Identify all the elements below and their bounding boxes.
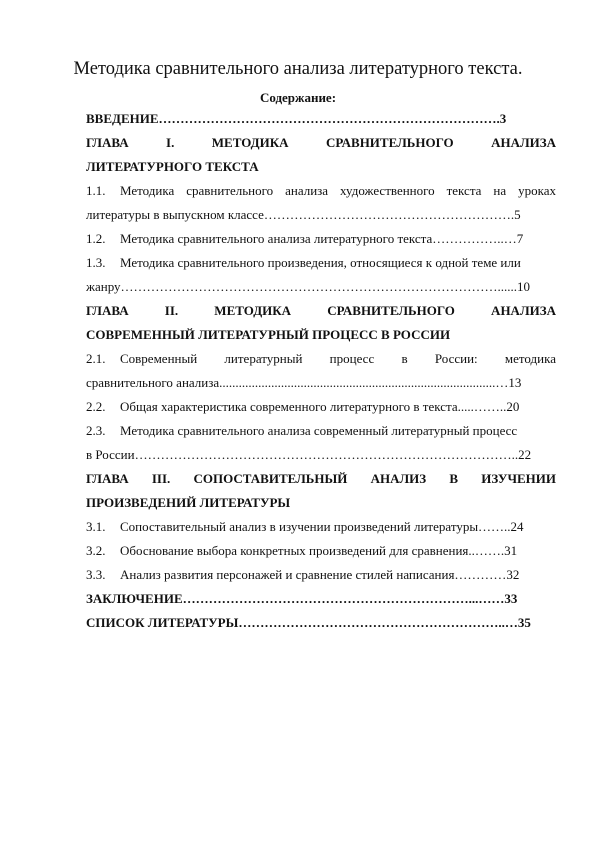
toc-section-1-3 [86, 251, 556, 275]
section-number: 1.3. [86, 255, 106, 270]
section-title: Анализ развития персонажей и сравнение стилей написания…………32 [120, 567, 520, 582]
section-number: 3.1. [86, 519, 106, 534]
toc-chapter-1-title: ГЛАВА I. МЕТОДИКА СРАВНИТЕЛЬНОГО АНАЛИЗА [86, 135, 556, 150]
toc-chapter-3-title-continued: ПРОИЗВЕДЕНИЙ ЛИТЕРАТУРЫ [86, 495, 291, 510]
toc-section-2-3-continued: в России……………………………………………………………………………..22 [86, 447, 532, 462]
section-number: 1.2. [86, 231, 106, 246]
toc-chapter-3-title: ГЛАВА III. СОПОСТАВИТЕЛЬНЫЙ АНАЛИЗ В ИЗУЧЕНИИ [86, 471, 556, 486]
table-of-contents [86, 107, 556, 635]
section-number: 2.2. [86, 399, 106, 414]
section-number: 2.1. [86, 351, 106, 366]
toc-chapter-2-title-continued: СОВРЕМЕННЫЙ ЛИТЕРАТУРНЫЙ ПРОЦЕСС В РОССИИ [86, 327, 451, 342]
toc-section-2-2 [86, 395, 556, 419]
toc-section-2-3 [86, 419, 556, 443]
toc-section-1-1-continued: литературы в выпускном классе………………………………………………….5 [86, 207, 521, 222]
toc-section-3-3 [86, 563, 556, 587]
section-title: Общая характеристика современного литературного в текста.....……..20 [120, 399, 520, 414]
toc-entry-references: СПИСОК ЛИТЕРАТУРЫ……………………………………………………..…35 [86, 615, 531, 630]
section-number: 3.2. [86, 543, 106, 558]
toc-section-3-1 [86, 515, 556, 539]
toc-chapter-1-title-continued: ЛИТЕРАТУРНОГО ТЕКСТА [86, 159, 259, 174]
toc-entry-conclusion: ЗАКЛЮЧЕНИЕ…………………………………………………………...……33 [86, 591, 518, 606]
toc-heading: Содержание: [259, 90, 337, 105]
section-title: Методика сравнительного произведения, относящиеся к одной теме или [120, 255, 521, 270]
section-title: Методика сравнительного анализа современный литературный процесс [120, 423, 518, 438]
section-title: Современный литературный процесс в России: методика [120, 351, 556, 366]
section-title: Методика сравнительного анализа литературного текста……………..…7 [120, 231, 524, 246]
toc-section-1-3-continued: жанру……………………………………………………………………………......10 [86, 279, 531, 294]
toc-section-2-1 [86, 347, 556, 371]
toc-section-2-1-continued: сравнительного анализа.....................................................................................…13 [86, 375, 522, 390]
section-number: 3.3. [86, 567, 106, 582]
toc-section-1-1 [86, 179, 556, 203]
toc-entry-introduction: ВВЕДЕНИЕ…………………………………………………………………….3 [86, 111, 507, 126]
toc-section-1-2 [86, 227, 556, 251]
toc-chapter-2-title: ГЛАВА II. МЕТОДИКА СРАВНИТЕЛЬНОГО АНАЛИЗА [86, 303, 556, 318]
document-title: Методика сравнительного анализа литературного текста. [73, 59, 523, 79]
section-number: 2.3. [86, 423, 106, 438]
toc-section-3-2 [86, 539, 556, 563]
section-title: Обоснование выбора конкретных произведений для сравнения..…….31 [120, 543, 518, 558]
section-title: Методика сравнительного анализа художественного текста на уроках [120, 183, 556, 198]
section-number: 1.1. [86, 183, 106, 198]
section-title: Сопоставительный анализ в изучении произведений литературы……..24 [120, 519, 524, 534]
